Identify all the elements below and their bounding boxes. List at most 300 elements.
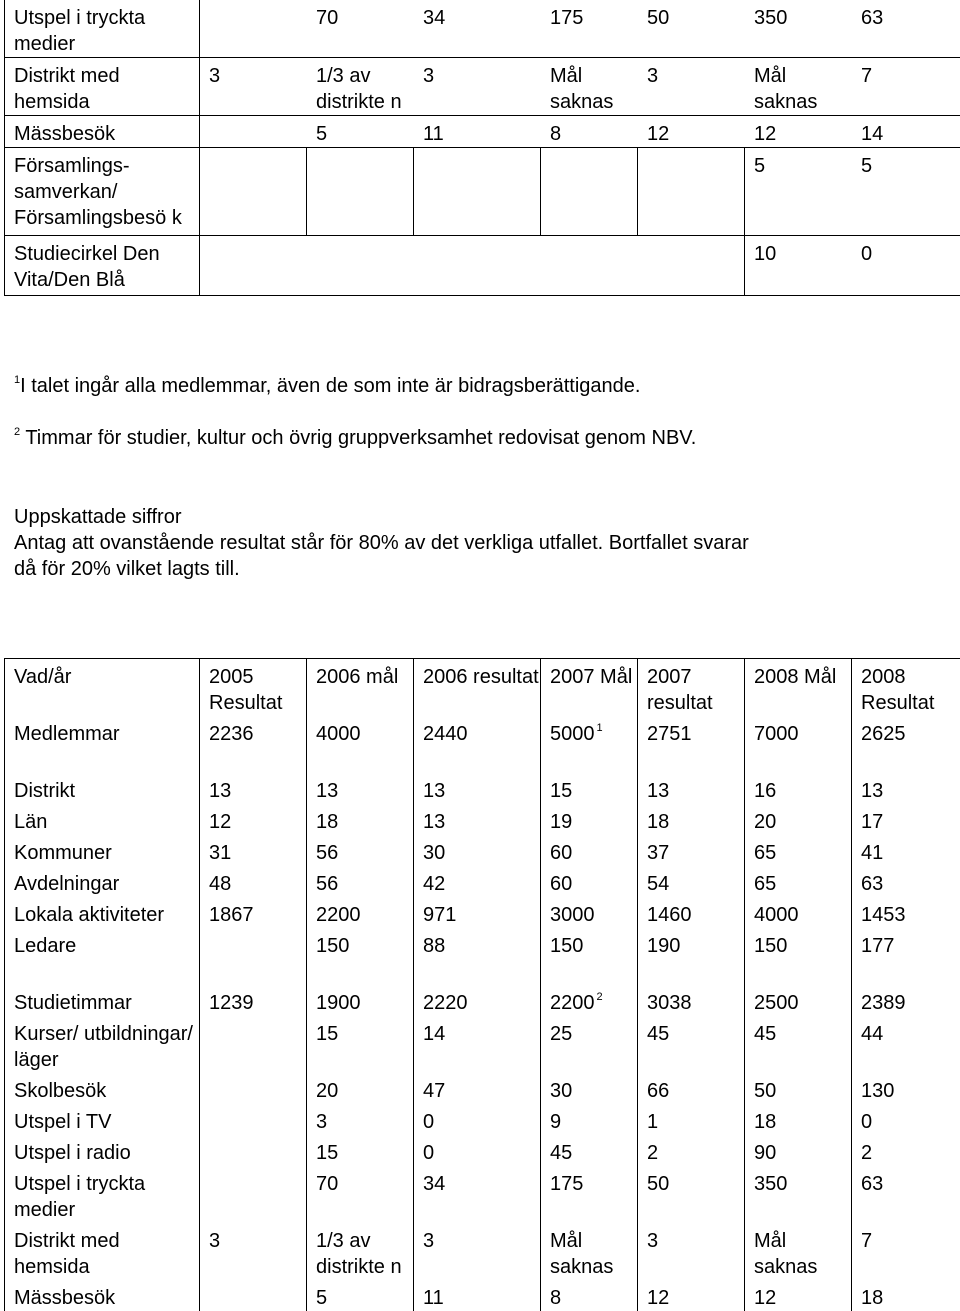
empty-cell	[541, 747, 638, 773]
table-cell	[541, 835, 638, 866]
table-cell	[638, 985, 745, 1016]
table-cell	[541, 1223, 638, 1280]
table-row	[5, 1016, 960, 1073]
table-cell: 63	[852, 0, 960, 31]
table-cell	[200, 928, 307, 959]
table-cell	[307, 1016, 414, 1073]
table-cell	[200, 1016, 307, 1073]
cell-value: 18	[316, 811, 338, 833]
table-row	[5, 1166, 960, 1223]
cell-value: 15	[316, 1023, 338, 1045]
table-cell	[638, 835, 745, 866]
table-cell	[414, 1104, 541, 1135]
table-row	[5, 1280, 960, 1311]
empty-cell	[745, 747, 852, 773]
table-row	[5, 835, 960, 866]
cell-value: 3	[423, 1230, 434, 1252]
cell-value: 3	[209, 1230, 220, 1252]
cell-value: 2625	[861, 723, 906, 745]
table-cell	[852, 1016, 960, 1073]
cell-value: 16	[754, 780, 776, 802]
cell-value: 150	[754, 935, 787, 957]
table-cell	[541, 148, 638, 236]
cell-value: 48	[209, 873, 231, 895]
table-cell	[541, 1135, 638, 1166]
cell-value: 2440	[423, 723, 468, 745]
table-cell	[307, 928, 414, 959]
cell-value: 2200	[550, 992, 595, 1014]
table-cell	[200, 897, 307, 928]
empty-cell	[638, 747, 745, 773]
cell-value: 63	[861, 873, 883, 895]
row-label: Utspel i tryckta medier	[5, 0, 200, 58]
table-cell	[414, 1280, 541, 1311]
cell-value: 12	[647, 1287, 669, 1309]
table-cell	[745, 1135, 852, 1166]
table-row	[5, 0, 960, 58]
table-cell	[414, 866, 541, 897]
merged-cell	[745, 148, 960, 236]
cell-value: 2	[861, 1142, 872, 1164]
table-cell	[852, 1280, 960, 1311]
cell-value: 63	[861, 1173, 883, 1195]
cell-value: 17	[861, 811, 883, 833]
cell-value: 150	[316, 935, 349, 957]
table-cell	[541, 804, 638, 835]
empty-cell	[5, 959, 200, 985]
empty-cell	[5, 747, 200, 773]
cell-value: 13	[647, 780, 669, 802]
cell-value: 150	[550, 935, 583, 957]
footnote-2	[14, 425, 696, 451]
table-cell: 12	[638, 116, 745, 147]
cell-value: 13	[209, 780, 231, 802]
table-cell	[414, 773, 541, 804]
row-label: Distrikt med hemsida	[5, 1223, 200, 1280]
table-cell	[200, 1223, 307, 1280]
table-cell	[638, 866, 745, 897]
cell-value: 56	[316, 873, 338, 895]
cell-value: 31	[209, 842, 231, 864]
cell-value: 3000	[550, 904, 595, 926]
table-cell	[414, 1016, 541, 1073]
row-label: Församlings-samverkan/ Församlingsbesö k	[5, 148, 200, 236]
table-cell	[852, 985, 960, 1016]
column-header: 2007 Mål	[541, 659, 638, 717]
cell-value: 14	[423, 1023, 445, 1045]
table-cell	[307, 716, 414, 747]
cell-value: Mål saknas	[754, 1230, 817, 1278]
table-cell	[638, 773, 745, 804]
table-row	[5, 866, 960, 897]
table-cell	[852, 866, 960, 897]
table-cell	[200, 1104, 307, 1135]
cell-value: 4000	[316, 723, 361, 745]
cell-value: 13	[423, 780, 445, 802]
row-label: Lokala aktiviteter	[5, 897, 200, 928]
table-cell: 1/3 av distrikte n	[307, 58, 414, 115]
table-cell	[745, 804, 852, 835]
cell-value: 54	[647, 873, 669, 895]
table-cell	[638, 1166, 745, 1223]
cell-value: 12	[209, 811, 231, 833]
table-cell	[745, 716, 852, 747]
table-cell	[307, 148, 414, 236]
cell-value: 3038	[647, 992, 692, 1014]
empty-cell	[414, 747, 541, 773]
table-cell: 10	[745, 236, 852, 267]
cell-value: 45	[754, 1023, 776, 1045]
empty-cell	[200, 959, 307, 985]
table-cell: 11	[414, 116, 541, 147]
table-cell	[745, 1223, 852, 1280]
estimate-section	[14, 504, 749, 582]
table-cell	[307, 985, 414, 1016]
row-label: Utspel i TV	[5, 1104, 200, 1135]
table-cell	[307, 1073, 414, 1104]
table-cell: 12	[745, 116, 852, 147]
main-statistics-table	[4, 658, 960, 1311]
row-label: Mässbesök	[5, 1280, 200, 1311]
cell-value: 42	[423, 873, 445, 895]
table-row	[5, 985, 960, 1016]
cell-value: 20	[754, 811, 776, 833]
table-cell	[541, 897, 638, 928]
column-header: 2008 Mål	[745, 659, 852, 717]
table-cell: 3	[414, 58, 541, 115]
footnote-ref: 1	[595, 722, 603, 734]
cell-value: 7	[861, 1230, 872, 1252]
row-label: Kurser/ utbildningar/ läger	[5, 1016, 200, 1073]
table-cell: 5	[307, 116, 414, 147]
empty-cell	[852, 959, 960, 985]
cell-value: 1/3 av distrikte n	[316, 1230, 402, 1278]
table-cell	[852, 1104, 960, 1135]
cell-value: 20	[316, 1080, 338, 1102]
cell-value: 15	[550, 780, 572, 802]
table-cell	[200, 116, 307, 147]
table-cell	[307, 1104, 414, 1135]
table-cell: 5	[745, 148, 852, 179]
table-cell	[200, 236, 745, 296]
table-cell	[541, 866, 638, 897]
table-cell	[200, 148, 307, 236]
footnote-text: Timmar för studier, kultur och övrig gruppverksamhet redovisat genom NBV.	[25, 427, 696, 449]
table-row	[5, 236, 960, 296]
table-cell: Mål saknas	[541, 58, 638, 115]
column-header: 2005 Resultat	[200, 659, 307, 717]
table-cell	[307, 1223, 414, 1280]
table-cell	[745, 866, 852, 897]
cell-value: 0	[861, 1111, 872, 1133]
table-row	[5, 116, 960, 148]
cell-value: 50	[647, 1173, 669, 1195]
cell-value: 3	[316, 1111, 327, 1133]
table-cell	[200, 1135, 307, 1166]
row-label: Distrikt	[5, 773, 200, 804]
cell-value: 60	[550, 842, 572, 864]
table-row	[5, 1135, 960, 1166]
table-cell: 3	[200, 58, 307, 115]
cell-value: 0	[423, 1142, 434, 1164]
footnote-text: I talet ingår alla medlemmar, även de som inte är bidragsberättigande.	[20, 375, 640, 397]
row-label: Län	[5, 804, 200, 835]
table-row	[5, 928, 960, 959]
empty-cell	[541, 959, 638, 985]
table-cell	[414, 928, 541, 959]
cell-value: 13	[316, 780, 338, 802]
table-cell	[200, 866, 307, 897]
cell-value: 44	[861, 1023, 883, 1045]
cell-value: 8	[550, 1287, 561, 1309]
table-cell: 8	[541, 116, 638, 147]
row-label: Utspel i tryckta medier	[5, 1166, 200, 1223]
table-cell	[638, 1073, 745, 1104]
table-cell: 0	[852, 236, 960, 267]
cell-value: 130	[861, 1080, 894, 1102]
table-cell	[307, 804, 414, 835]
table-cell	[541, 1073, 638, 1104]
table-cell	[200, 1280, 307, 1311]
table-cell	[307, 1166, 414, 1223]
cell-value: 50	[754, 1080, 776, 1102]
cell-value: 2	[647, 1142, 658, 1164]
row-label: Kommuner	[5, 835, 200, 866]
cell-value: 3	[647, 1230, 658, 1252]
table-row	[5, 1104, 960, 1135]
table-cell: 3	[638, 58, 745, 115]
table-cell	[541, 985, 638, 1016]
table-cell	[852, 1073, 960, 1104]
table-cell	[745, 897, 852, 928]
table-cell	[414, 897, 541, 928]
table-cell	[200, 1073, 307, 1104]
table-cell	[200, 773, 307, 804]
table-cell	[414, 148, 541, 236]
table-cell	[414, 985, 541, 1016]
cell-value: 34	[423, 1173, 445, 1195]
table-cell: Mål saknas	[745, 58, 852, 115]
merged-cell	[200, 58, 960, 116]
top-statistics-table	[4, 0, 960, 296]
table-cell	[541, 1016, 638, 1073]
row-label: Avdelningar	[5, 866, 200, 897]
table-cell	[852, 1135, 960, 1166]
table-row	[5, 773, 960, 804]
table-row	[5, 804, 960, 835]
empty-cell	[638, 959, 745, 985]
estimate-heading: Uppskattade siffror	[14, 504, 749, 530]
row-label: Medlemmar	[5, 716, 200, 747]
cell-value: 2200	[316, 904, 361, 926]
cell-value: 2751	[647, 723, 692, 745]
table-cell	[541, 928, 638, 959]
table-cell: 175	[541, 0, 638, 31]
empty-cell	[200, 747, 307, 773]
empty-cell	[414, 959, 541, 985]
spacer-row	[5, 959, 960, 985]
cell-value: 1460	[647, 904, 692, 926]
table-cell	[414, 1166, 541, 1223]
table-row	[5, 58, 960, 116]
table-cell	[200, 716, 307, 747]
merged-cell	[200, 0, 960, 58]
table-cell	[638, 1104, 745, 1135]
table-cell	[745, 835, 852, 866]
cell-value: 65	[754, 873, 776, 895]
cell-value: 12	[754, 1287, 776, 1309]
table-row	[5, 148, 960, 236]
table-cell	[745, 1166, 852, 1223]
table-cell	[638, 148, 745, 236]
cell-value: 88	[423, 935, 445, 957]
table-cell	[638, 1223, 745, 1280]
cell-value: 45	[550, 1142, 572, 1164]
table-cell	[414, 804, 541, 835]
table-cell: 5	[852, 148, 960, 179]
table-cell	[638, 1016, 745, 1073]
cell-value: 13	[861, 780, 883, 802]
table-cell	[638, 1135, 745, 1166]
cell-value: 45	[647, 1023, 669, 1045]
cell-value: 1900	[316, 992, 361, 1014]
table-cell	[745, 928, 852, 959]
empty-cell	[307, 959, 414, 985]
footnote-mark: 1	[14, 374, 20, 386]
row-label: Ledare	[5, 928, 200, 959]
table-cell	[852, 804, 960, 835]
column-header-label: Vad/år	[5, 659, 200, 717]
table-cell	[307, 835, 414, 866]
cell-value: 70	[316, 1173, 338, 1195]
column-header: 2006 mål	[307, 659, 414, 717]
cell-value: 7000	[754, 723, 799, 745]
table-cell	[541, 1104, 638, 1135]
table-cell	[852, 1166, 960, 1223]
merged-cell	[745, 236, 960, 296]
table-cell	[414, 716, 541, 747]
cell-value: 1	[647, 1111, 658, 1133]
row-label: Mässbesök	[5, 116, 200, 148]
table-cell	[852, 835, 960, 866]
cell-value: 1867	[209, 904, 254, 926]
table-cell	[638, 1280, 745, 1311]
table-cell	[200, 985, 307, 1016]
table-row	[5, 1073, 960, 1104]
footnote-1	[14, 373, 640, 399]
column-header: 2008 Resultat	[852, 659, 960, 717]
header-row	[5, 659, 960, 717]
table-cell: 50	[638, 0, 745, 31]
cell-value: 11	[423, 1287, 444, 1309]
table-cell	[638, 897, 745, 928]
empty-cell	[745, 959, 852, 985]
row-label: Skolbesök	[5, 1073, 200, 1104]
cell-value: 66	[647, 1080, 669, 1102]
cell-value: 60	[550, 873, 572, 895]
cell-value: 5000	[550, 723, 595, 745]
table-cell	[307, 897, 414, 928]
table-cell	[852, 1223, 960, 1280]
cell-value: 56	[316, 842, 338, 864]
table-cell	[541, 1166, 638, 1223]
table-cell	[745, 1016, 852, 1073]
cell-value: 47	[423, 1080, 445, 1102]
cell-value: Mål saknas	[550, 1230, 613, 1278]
table-cell	[541, 1280, 638, 1311]
cell-value: 175	[550, 1173, 583, 1195]
merged-cell	[200, 116, 960, 148]
column-header: 2006 resultat	[414, 659, 541, 717]
table-cell	[307, 1135, 414, 1166]
table-cell: 34	[414, 0, 541, 31]
table-cell: 14	[852, 116, 960, 147]
cell-value: 5	[316, 1287, 327, 1309]
cell-value: 1239	[209, 992, 254, 1014]
column-header: 2007 resultat	[638, 659, 745, 717]
table-cell	[200, 835, 307, 866]
table-cell	[852, 716, 960, 747]
cell-value: 177	[861, 935, 894, 957]
cell-value: 13	[423, 811, 445, 833]
cell-value: 2220	[423, 992, 468, 1014]
footnote-mark: 2	[14, 426, 20, 438]
cell-value: 2500	[754, 992, 799, 1014]
empty-cell	[307, 747, 414, 773]
table-cell: 70	[307, 0, 414, 31]
table-cell	[745, 1280, 852, 1311]
cell-value: 19	[550, 811, 572, 833]
table-cell	[638, 716, 745, 747]
estimate-line: då för 20% vilket lagts till.	[14, 556, 749, 582]
table-cell	[745, 1104, 852, 1135]
cell-value: 2389	[861, 992, 906, 1014]
table-cell	[307, 866, 414, 897]
table-row	[5, 897, 960, 928]
cell-value: 4000	[754, 904, 799, 926]
cell-value: 1453	[861, 904, 906, 926]
row-label: Utspel i radio	[5, 1135, 200, 1166]
table-row	[5, 716, 960, 747]
cell-value: 90	[754, 1142, 776, 1164]
cell-value: 65	[754, 842, 776, 864]
table-cell	[307, 1280, 414, 1311]
table-cell	[200, 0, 307, 31]
spacer-row	[5, 747, 960, 773]
cell-value: 18	[861, 1287, 883, 1309]
table-cell	[638, 928, 745, 959]
cell-value: 0	[423, 1111, 434, 1133]
cell-value: 350	[754, 1173, 787, 1195]
table-cell	[745, 773, 852, 804]
table-cell	[541, 716, 638, 747]
cell-value: 30	[423, 842, 445, 864]
table-cell	[200, 1166, 307, 1223]
cell-value: 41	[861, 842, 883, 864]
cell-value: 18	[754, 1111, 776, 1133]
empty-cell	[852, 747, 960, 773]
table-cell	[414, 1223, 541, 1280]
cell-value: 9	[550, 1111, 561, 1133]
estimate-line: Antag att ovanstående resultat står för 80% av det verkliga utfallet. Bortfallet svarar	[14, 530, 749, 556]
table-cell: 7	[852, 58, 960, 115]
table-cell	[541, 773, 638, 804]
cell-value: 25	[550, 1023, 572, 1045]
footnote-ref: 2	[595, 991, 603, 1003]
cell-value: 2236	[209, 723, 254, 745]
row-label: Distrikt med hemsida	[5, 58, 200, 116]
table-cell	[638, 804, 745, 835]
